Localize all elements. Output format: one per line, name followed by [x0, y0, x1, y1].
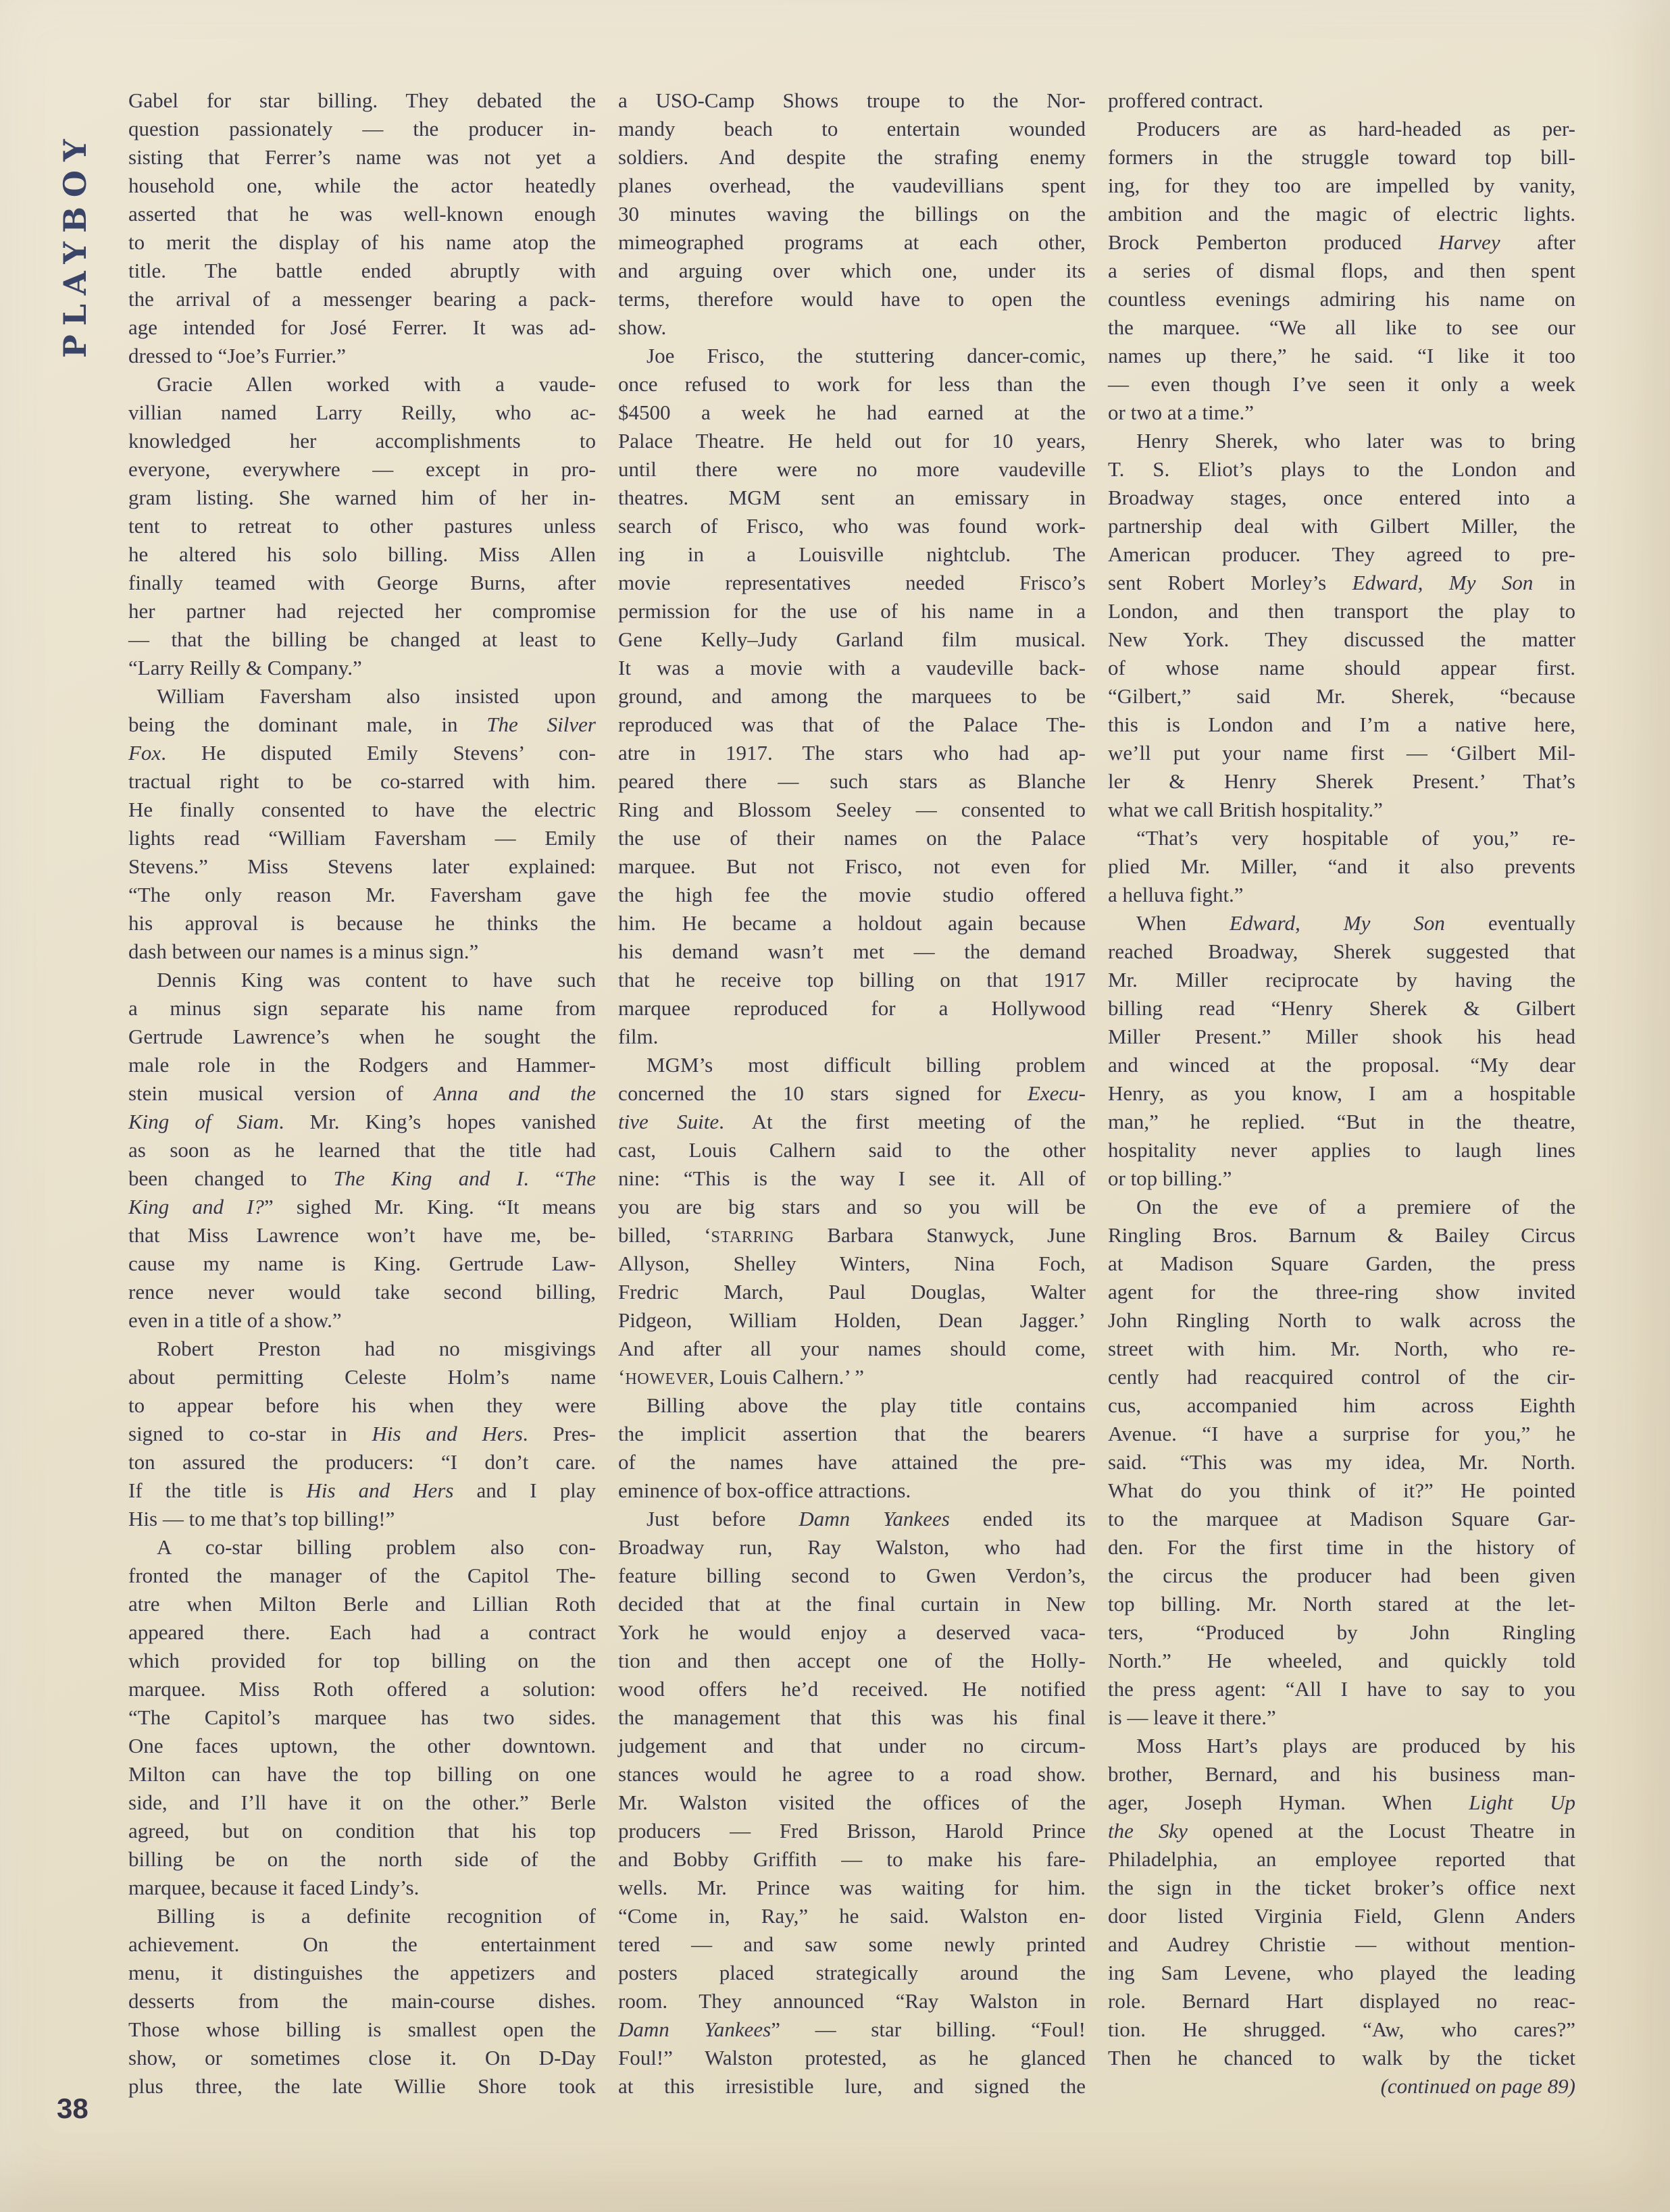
text-line: that he receive top billing on that 1917: [618, 968, 1086, 992]
text-line: stances would he agree to a road show.: [618, 1762, 1086, 1786]
text-line: show, or sometimes close it. On D-Day: [128, 2046, 596, 2069]
text-line: Miller Present.” Miller shook his head: [1108, 1025, 1575, 1048]
text-line: Henry Sherek, who later was to bring: [1136, 429, 1575, 453]
text-line: Ringling Bros. Barnum & Bailey Circus: [1108, 1223, 1575, 1247]
text-line: role. Bernard Hart displayed no reac-: [1108, 1989, 1575, 2013]
text-line: at this irresistible lure, and signed the: [618, 2074, 1086, 2098]
text-line: question passionately — the producer in-: [128, 117, 596, 140]
text-line: John Ringling North to walk across the: [1108, 1308, 1575, 1332]
text-line: him. He became a holdout again because: [618, 911, 1086, 935]
text-line: to appear before his when they were: [128, 1393, 596, 1417]
text-line: nine: “This is the way I see it. All of: [618, 1166, 1086, 1190]
text-line: agent for the three-ring show invited: [1108, 1280, 1575, 1304]
text-line: marquee reproduced for a Hollywood: [618, 996, 1086, 1020]
text-line: Then he chanced to walk by the ticket: [1108, 2046, 1575, 2069]
text-line: tered — and saw some newly printed: [618, 1932, 1086, 1956]
text-line: to merit the display of his name atop the: [128, 230, 596, 254]
text-line: a USO-Camp Shows troupe to the Nor-: [618, 88, 1086, 112]
text-line: ton assured the producers: “I don’t care.: [128, 1450, 596, 1474]
text-line: the sign in the ticket broker’s office next: [1108, 1876, 1575, 1899]
text-line: the management that this was his final: [618, 1705, 1086, 1729]
text-column-2: [618, 86, 1086, 2101]
text-line: her partner had rejected her compromise: [128, 599, 596, 623]
text-line: What do you think of it?” He pointed: [1108, 1478, 1575, 1502]
text-line: age intended for José Ferrer. It was ad-: [128, 315, 596, 339]
text-line: billing be on the north side of the: [128, 1847, 596, 1871]
text-line: Allyson, Shelley Winters, Nina Foch,: [618, 1252, 1086, 1275]
text-line: title. The battle ended abruptly with: [128, 259, 596, 282]
text-line: his demand wasn’t met — the demand: [618, 940, 1086, 963]
text-line: Joe Frisco, the stuttering dancer-comic,: [647, 344, 1086, 367]
text-line: King of Siam. Mr. King’s hopes vanished: [128, 1110, 597, 1133]
text-line: ambition and the magic of electric lights.: [1108, 202, 1575, 226]
text-line: dressed to “Joe’s Furrier.”: [128, 344, 346, 367]
text-line: planes overhead, the vaudevillians spent: [618, 174, 1086, 197]
text-line: show.: [618, 315, 667, 339]
text-line: dash between our names is a minus sign.”: [128, 940, 479, 963]
text-line: Moss Hart’s plays are produced by his: [1136, 1734, 1575, 1757]
text-line: film.: [618, 1025, 659, 1048]
text-line: rence never would take second billing,: [128, 1280, 596, 1304]
text-line: formers in the struggle toward top bill-: [1108, 145, 1575, 169]
text-line: “Larry Reilly & Company.”: [128, 656, 362, 679]
text-line: even in a title of a show.”: [128, 1308, 342, 1332]
text-line: been changed to The King and I. “The: [128, 1166, 596, 1190]
text-line: MGM’s most difficult billing problem: [647, 1053, 1086, 1077]
text-line: countless evenings admiring his name on: [1108, 287, 1575, 311]
text-line: gram listing. She warned him of her in-: [128, 486, 596, 509]
text-line: billed, ‘STARRING Barbara Stanwyck, June: [618, 1223, 1086, 1247]
text-line: peared there — such stars as Blanche: [618, 769, 1086, 793]
text-line: A co-star billing problem also con-: [157, 1535, 596, 1559]
text-line: terms, therefore would have to open the: [618, 287, 1086, 311]
text-line: Producers are as hard-headed as per-: [1136, 117, 1575, 140]
text-line: what we call British hospitality.”: [1108, 798, 1383, 821]
text-line: posters placed strategically around the: [618, 1961, 1086, 1984]
text-line: once refused to work for less than the: [618, 372, 1086, 396]
text-line: to the marquee at Madison Square Gar-: [1108, 1507, 1575, 1531]
text-line: movie representatives needed Frisco’s: [618, 571, 1086, 594]
article-body: [128, 86, 1575, 2101]
text-line: sisting that Ferrer’s name was not yet a: [128, 145, 596, 169]
text-line: appeared there. Each had a contract: [128, 1620, 596, 1644]
text-line: mandy beach to entertain wounded: [618, 117, 1086, 140]
text-line: and Audrey Christie — without mention-: [1108, 1932, 1575, 1956]
text-line: ager, Joseph Hyman. When Light Up: [1108, 1791, 1575, 1814]
text-line: Fredric March, Paul Douglas, Walter: [618, 1280, 1086, 1304]
text-line: the implicit assertion that the bearers: [618, 1422, 1086, 1445]
text-line: billing read “Henry Sherek & Gilbert: [1108, 996, 1575, 1020]
text-line: we’ll put your name first — ‘Gilbert Mil-: [1108, 741, 1575, 765]
text-line: ler & Henry Sherek Present.’ That’s: [1108, 769, 1575, 793]
text-line: tion and then accept one of the Holly-: [618, 1649, 1086, 1672]
text-line: tion. He shrugged. “Aw, who cares?”: [1108, 2017, 1575, 2041]
text-line: reached Broadway, Sherek suggested that: [1108, 940, 1575, 963]
text-line: the use of their names on the Palace: [618, 826, 1086, 850]
text-line: Those whose billing is smallest open the: [128, 2017, 596, 2041]
text-line: Henry, as you know, I am a hospitable: [1108, 1081, 1575, 1105]
text-line: cus, accompanied him across Eighth: [1108, 1393, 1575, 1417]
text-line: ing in a Louisville nightclub. The: [618, 542, 1086, 566]
text-line: tractual right to be co-starred with him.: [128, 769, 596, 793]
text-line: Gertrude Lawrence’s when he sought the: [128, 1025, 596, 1048]
text-line: finally teamed with George Burns, after: [128, 571, 596, 594]
text-line: York he would enjoy a deserved vaca-: [618, 1620, 1086, 1644]
text-line: His — to me that’s top billing!”: [128, 1507, 395, 1531]
text-line: Dennis King was content to have such: [157, 968, 596, 992]
text-line: a minus sign separate his name from: [128, 996, 596, 1020]
text-line: signed to co-star in His and Hers. Pres-: [128, 1422, 596, 1445]
text-line: Just before Damn Yankees ended its: [647, 1507, 1086, 1531]
text-line: Gabel for star billing. They debated the: [128, 88, 596, 112]
text-line: T. S. Eliot’s plays to the London and: [1108, 457, 1575, 481]
text-line: Palace Theatre. He held out for 10 years,: [618, 429, 1086, 453]
magazine-title-vertical: PLAYBOY: [57, 130, 93, 358]
text-line: the press agent: “All I have to say to you: [1108, 1677, 1575, 1701]
text-line: eminence of box-office attractions.: [618, 1478, 911, 1502]
text-line: achievement. On the entertainment: [128, 1932, 596, 1956]
text-line: street with him. Mr. North, who re-: [1108, 1337, 1575, 1360]
text-line: Mr. Miller reciprocate by having the: [1108, 968, 1575, 992]
text-line: Gene Kelly–Judy Garland film musical.: [618, 627, 1086, 651]
text-line: mimeographed programs at each other,: [618, 230, 1086, 254]
text-line: you are big stars and so you will be: [618, 1195, 1086, 1218]
text-line: at Madison Square Garden, the press: [1108, 1252, 1575, 1275]
text-line: Pidgeon, William Holden, Dean Jagger.’: [618, 1308, 1086, 1332]
text-line: marquee. Miss Roth offered a solution:: [128, 1677, 596, 1701]
text-line: and winced at the proposal. “My dear: [1108, 1053, 1575, 1077]
text-line: ing, for they too are impelled by vanity,: [1108, 174, 1575, 197]
text-line: New York. They discussed the matter: [1108, 627, 1575, 651]
text-line: partnership deal with Gilbert Miller, the: [1108, 514, 1575, 538]
text-line: Brock Pemberton produced Harvey after: [1108, 230, 1575, 254]
text-line: “The only reason Mr. Faversham gave: [128, 883, 596, 906]
text-line: judgement and that under no circum-: [618, 1734, 1086, 1757]
text-line: ground, and among the marquees to be: [618, 684, 1086, 708]
text-line: stein musical version of Anna and the: [128, 1081, 596, 1105]
text-line: search of Frisco, who was found work-: [618, 514, 1086, 538]
text-line: den. For the first time in the history of: [1108, 1535, 1575, 1559]
text-line: American producer. They agreed to pre-: [1108, 542, 1575, 566]
text-line: Gracie Allen worked with a vaude-: [157, 372, 596, 396]
text-line: Foul!” Walston protested, as he glanced: [618, 2046, 1086, 2069]
text-line: theatres. MGM sent an emissary in: [618, 486, 1086, 509]
text-line: agreed, but on condition that his top: [128, 1819, 596, 1843]
text-line: a helluva fight.”: [1108, 883, 1244, 906]
text-line: On the eve of a premiere of the: [1136, 1195, 1575, 1218]
text-line: Billing is a definite recognition of: [157, 1904, 596, 1928]
text-line: cause my name is King. Gertrude Law-: [128, 1252, 596, 1275]
text-line: the high fee the movie studio offered: [618, 883, 1086, 906]
text-line: plus three, the late Willie Shore took: [128, 2074, 596, 2098]
text-line: man,” he replied. “But in the theatre,: [1108, 1110, 1575, 1133]
text-line: or top billing.”: [1108, 1166, 1232, 1190]
text-line: the circus the producer had been given: [1108, 1564, 1575, 1587]
page-number: 38: [57, 2092, 88, 2124]
text-line: cently had reacquired control of the cir-: [1108, 1365, 1575, 1389]
text-line: decided that at the final curtain in New: [618, 1592, 1086, 1616]
text-line: he altered his solo billing. Miss Allen: [128, 542, 596, 566]
text-line: Fox. He disputed Emily Stevens’ con-: [128, 741, 596, 765]
text-line: wells. Mr. Prince was waiting for him.: [618, 1876, 1086, 1899]
text-line: sent Robert Morley’s Edward, My Son in: [1108, 571, 1575, 594]
text-line: villian named Larry Reilly, who ac-: [128, 401, 596, 424]
text-line: as soon as he learned that the title had: [128, 1138, 596, 1162]
text-line: Mr. Walston visited the offices of the: [618, 1791, 1086, 1814]
text-line: Broadway run, Ray Walston, who had: [618, 1535, 1086, 1559]
text-line: household one, while the actor heatedly: [128, 174, 596, 197]
text-line: reproduced was that of the Palace The-: [618, 713, 1086, 736]
text-line: of the names have attained the pre-: [618, 1450, 1086, 1474]
text-line: and Bobby Griffith — to make his fare-: [618, 1847, 1086, 1871]
text-column-1: [128, 86, 596, 2101]
text-line: wood offers he’d received. He notified: [618, 1677, 1086, 1701]
text-line: soldiers. And despite the strafing enemy: [618, 145, 1086, 169]
text-line: which provided for top billing on the: [128, 1649, 596, 1672]
text-line: One faces uptown, the other downtown.: [128, 1734, 596, 1757]
text-line: ters, “Produced by John Ringling: [1108, 1620, 1575, 1644]
text-line: desserts from the main-course dishes.: [128, 1989, 596, 2013]
text-line: and arguing over which one, under its: [618, 259, 1086, 282]
text-line: permission for the use of his name in a: [618, 599, 1086, 623]
text-line: tive Suite. At the first meeting of the: [618, 1110, 1086, 1133]
text-line: names up there,” he said. “I like it too: [1108, 344, 1575, 367]
text-line: asserted that he was well-known enough: [128, 202, 596, 226]
text-line: marquee, because it faced Lindy’s.: [128, 1876, 420, 1899]
text-line: room. They announced “Ray Walston in: [618, 1989, 1086, 2013]
text-line: side, and I’ll have it on the other.” Berle: [128, 1791, 596, 1814]
text-line: Stevens.” Miss Stevens later explained:: [128, 854, 596, 878]
text-line: “Gilbert,” said Mr. Sherek, “because: [1108, 684, 1575, 708]
text-line: (continued on page 89): [1380, 2074, 1575, 2098]
text-line: menu, it distinguishes the appetizers and: [128, 1961, 596, 1984]
text-line: or two at a time.”: [1108, 401, 1255, 424]
text-line: Billing above the play title contains: [647, 1393, 1086, 1417]
text-line: Philadelphia, an employee reported that: [1108, 1847, 1575, 1871]
text-line: William Faversham also insisted upon: [157, 684, 596, 708]
text-line: door listed Virginia Field, Glenn Anders: [1108, 1904, 1575, 1928]
text-column-3: [1108, 86, 1575, 2101]
text-line: is — leave it there.”: [1108, 1705, 1276, 1729]
text-line: this is London and I’m a native here,: [1108, 713, 1575, 736]
text-line: of whose name should appear first.: [1108, 656, 1575, 679]
text-line: the Sky opened at the Locust Theatre in: [1108, 1819, 1575, 1843]
text-line: “Come in, Ray,” he said. Walston en-: [618, 1904, 1086, 1928]
text-line: North.” He wheeled, and quickly told: [1108, 1649, 1575, 1672]
text-line: atre when Milton Berle and Lillian Roth: [128, 1592, 596, 1616]
text-line: knowledged her accomplishments to: [128, 429, 596, 453]
text-line: cast, Louis Calhern said to the other: [618, 1138, 1086, 1162]
text-line: When Edward, My Son eventually: [1136, 911, 1575, 935]
text-line: his approval is because he thinks the: [128, 911, 596, 935]
text-line: the arrival of a messenger bearing a pack-: [128, 287, 596, 311]
text-line: — even though I’ve seen it only a week: [1108, 372, 1575, 396]
text-line: Damn Yankees” — star billing. “Foul!: [618, 2017, 1086, 2041]
text-line: King and I?” sighed Mr. King. “It means: [128, 1195, 596, 1218]
text-line: Ring and Blossom Seeley — consented to: [618, 798, 1086, 821]
text-line: brother, Bernard, and his business man-: [1108, 1762, 1575, 1786]
text-line: 30 minutes waving the billings on the: [618, 202, 1086, 226]
text-line: “That’s very hospitable of you,” re-: [1136, 826, 1575, 850]
text-line: And after all your names should come,: [618, 1337, 1086, 1360]
text-line: marquee. But not Frisco, not even for: [618, 854, 1086, 878]
text-line: fronted the manager of the Capitol The-: [128, 1564, 596, 1587]
text-line: about permitting Celeste Holm’s name: [128, 1365, 596, 1389]
text-line: said. “This was my idea, Mr. North.: [1108, 1450, 1575, 1474]
text-line: plied Mr. Miller, “and it also prevents: [1108, 854, 1575, 878]
text-line: ‘HOWEVER, Louis Calhern.’ ”: [618, 1365, 864, 1389]
text-line: top billing. Mr. North stared at the let-: [1108, 1592, 1575, 1616]
text-line: that Miss Lawrence won’t have me, be-: [128, 1223, 596, 1247]
text-line: $4500 a week he had earned at the: [618, 401, 1086, 424]
text-line: tent to retreat to other pastures unless: [128, 514, 596, 538]
text-line: He finally consented to have the electric: [128, 798, 596, 821]
text-line: concerned the 10 stars signed for Execu-: [618, 1081, 1086, 1105]
text-line: Broadway stages, once entered into a: [1108, 486, 1575, 509]
text-line: lights read “William Faversham — Emily: [128, 826, 596, 850]
text-line: Avenue. “I have a surprise for you,” he: [1108, 1422, 1575, 1445]
text-line: If the title is His and Hers and I play: [128, 1478, 596, 1502]
text-line: proffered contract.: [1108, 88, 1264, 112]
text-line: being the dominant male, in The Silver: [128, 713, 596, 736]
text-line: a series of dismal flops, and then spent: [1108, 259, 1575, 282]
text-line: Milton can have the top billing on one: [128, 1762, 596, 1786]
text-line: ing Sam Levene, who played the leading: [1108, 1961, 1575, 1984]
text-line: feature billing second to Gwen Verdon’s,: [618, 1564, 1086, 1587]
text-line: London, and then transport the play to: [1108, 599, 1575, 623]
text-line: until there were no more vaudeville: [618, 457, 1086, 481]
text-line: It was a movie with a vaudeville back-: [618, 656, 1086, 679]
text-line: — that the billing be changed at least to: [128, 627, 596, 651]
text-line: the marquee. “We all like to see our: [1108, 315, 1575, 339]
text-line: hospitality never applies to laugh lines: [1108, 1138, 1575, 1162]
text-line: Robert Preston had no misgivings: [157, 1337, 596, 1360]
text-line: atre in 1917. The stars who had ap-: [618, 741, 1086, 765]
text-line: everyone, everywhere — except in pro-: [128, 457, 596, 481]
text-line: male role in the Rodgers and Hammer-: [128, 1053, 596, 1077]
text-line: producers — Fred Brisson, Harold Prince: [618, 1819, 1086, 1843]
text-line: “The Capitol’s marquee has two sides.: [128, 1705, 596, 1729]
